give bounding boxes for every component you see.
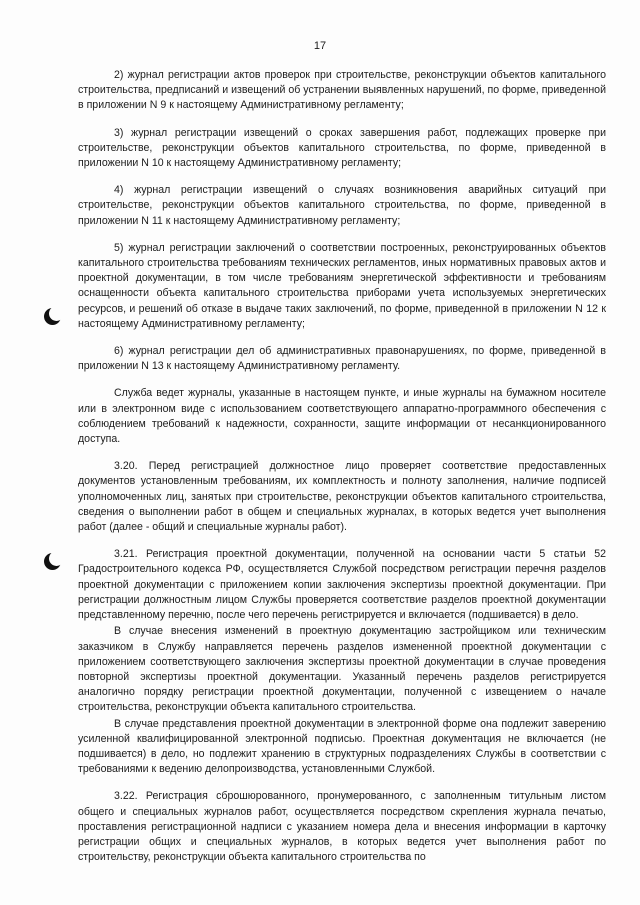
paragraph-journal-2: 2) журнал регистрации актов проверок при строительстве, реконструкции объектов капитального строительства, предписаний и извещений об устранении выявленных нарушений, по форме, приведенной в приложении N 9 к настоящему Административному регламенту; xyxy=(78,69,606,112)
paragraph-journal-5: 5) журнал регистрации заключений о соответствии построенных, реконструированных объектов капитального строительства требованиям технических регламентов, иных нормативных правовых актов и проектной документации, в том числе требованиям энергетической эффективности и требованиям оснащенности объекта капитального строительства приборами учета используемых энергетических ресурсов, и решений об отказе в выдаче таких заключений, по форме, приведенной в приложении N 12 к настоящему Административному регламенту; xyxy=(78,241,606,330)
binder-hole-mark xyxy=(44,308,61,325)
paragraph-journal-3: 3) журнал регистрации извещений о сроках завершения работ, подлежащих проверке при строительстве, реконструкции объектов капитального строительства, по форме, приведенной в приложении N 10 к настоящему Административному регламенту; xyxy=(78,126,606,170)
paragraph-3-21: 3.21. Регистрация проектной документации, полученной на основании части 5 статьи 52 Градостроительного кодекса РФ, осуществляется Службой посредством регистрации перечня разделов проектной документации с приложением копии заключения экспертизы проектной документации. При регистрации должностным лицом Службы проверяется соответствие разделов проектной документации представленному перечню, после чего перечень регистрируется и включается (подшивается) в дело. xyxy=(78,548,606,622)
document-body xyxy=(78,68,606,877)
paragraph-journal-4: 4) журнал регистрации извещений о случаях возникновения аварийных ситуаций при строительстве, реконструкции объектов капитального строительства, по форме, приведенной в приложении N 11 к настоящему Административному регламенту; xyxy=(78,184,606,227)
paragraph-electronic-form: В случае представления проектной документации в электронной форме она подлежит заверению усиленной квалифицированной электронной подписью. Проектная документация не включается (не подшивается) в дело, но подлежит хранению в структурных подразделениях Службы в соответствии с требованиями к ведению делопроизводства, установленными Службой. xyxy=(78,717,606,776)
paragraph-journal-6: 6) журнал регистрации дел об административных правонарушениях, по форме, приведенной в приложении N 13 к настоящему Административному регламенту. xyxy=(78,345,606,373)
page-number: 17 xyxy=(313,40,327,52)
binder-hole-mark xyxy=(44,553,61,570)
paragraph-3-20: 3.20. Перед регистрацией должностное лицо проверяет соответствие предоставленных документов установленным требованиям, их комплектность и полноту заполнения, наличие подписей уполномоченных лиц, занятых при строительстве, реконструкции объектов капитального строительства, сведения о выполнении работ в общем и специальных журналах, в которых ведется учет выполнения работ (далее - общий и специальные журналы работ). xyxy=(78,460,606,534)
paragraph-design-changes: В случае внесения изменений в проектную документацию застройщиком или техническим заказчиком в Службу направляется перечень разделов измененной проектной документации с приложением соответствующего заключения экспертизы проектной документации в случае проведения повторной экспертизы проектной документации. Указанный перечень разделов регистрируется аналогично порядку регистрации проектной документации, полученной с извещением о начале строительства, реконструкции объекта капитального строительства. xyxy=(78,625,606,714)
paragraph-service-journals: Служба ведет журналы, указанные в настоящем пункте, и иные журналы на бумажном носителе или в электронном виде с использованием соответствующего аппаратно-программного обеспечения с соблюдением требований к надежности, сохранности, защите информации от несанкционированного доступа. xyxy=(78,387,606,446)
paragraph-3-22: 3.22. Регистрация сброшюрованного, пронумерованного, с заполненным титульным листом общего и специальных журналов работ, осуществляется посредством скрепления журнала печатью, проставления регистрационной надписи с указанием номера дела и внесения информации в карточку регистрации общих и специальных журналов, в которых ведется учет выполнения работ по строительству, реконструкции объекта капитального строительства по xyxy=(78,790,606,864)
